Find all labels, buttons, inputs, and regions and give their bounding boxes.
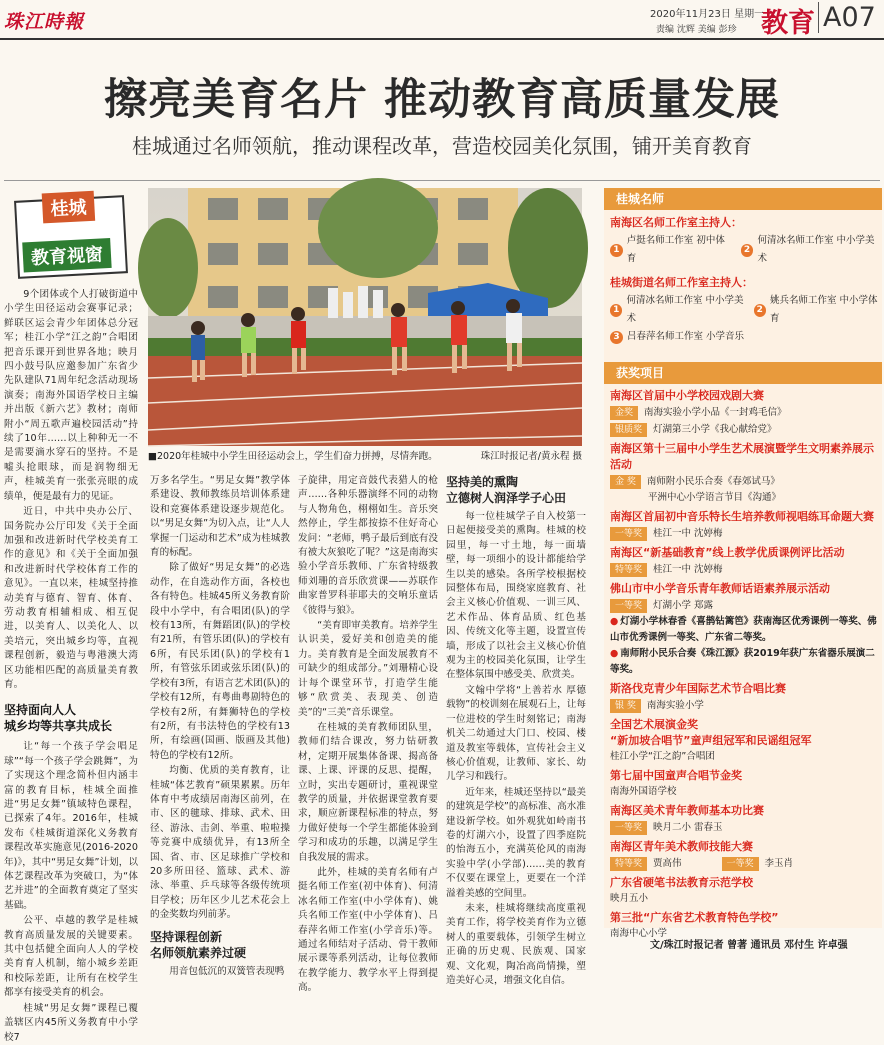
- award-row: [604, 697, 882, 714]
- award-line: 映月五小: [610, 893, 649, 904]
- page-number: A07: [818, 2, 876, 33]
- teacher-studio-text: 何清冰名师工作室 中小学美术: [757, 235, 875, 264]
- section-name: 教育: [761, 8, 815, 39]
- paragraph: 让“每一个孩子学会唱足球”“每一个孩子学会跳舞”，为了实现这个理念简朴但内涵丰富的教育目标，桂城全面推进“男足女舞”镇域特色课程，已探索了4年。2016年，桂城发布《桂城街道深化义务教育课程改革实施意见(2016-2020年)》，其中“男足女舞”计划，以体艺课程改革为突破口，为“体艺并进”的全面教育奠定了坚实基础。: [4, 741, 138, 911]
- award-text: 灯湖小学 郑露: [653, 600, 714, 611]
- award-row: [604, 525, 882, 542]
- paragraph: 未来，桂城将继续高度重视美育工作，将学校美育作为立德树人的重要载体，引领学生树立正确的历史观、民族观、国家观、文化观，陶冶高尚情操，塑造美好心灵，增强文化自信。: [446, 902, 586, 986]
- paragraph: 近日，中共中央办公厅、国务院办公厅印发《关于全面加强和改进新时代学校美育工作的意见》和《关于全面加强和改进新时代学校体育工作的意见》。一直以来，桂城坚持推动美育与德育、智育、体育、劳动教育相辅相成、相互促进，以美育人、以美化人、以美培元，突出城乡均等，直视课程创新，毅造与粤港澳大湾区功能相匹配的高质量美育教育。: [4, 506, 138, 690]
- number-badge: 2: [754, 304, 766, 317]
- section-title-line: 坚持美的熏陶: [446, 475, 519, 489]
- section-title-line: 坚持面向人人: [4, 703, 77, 718]
- award-tag: 一等奖: [722, 857, 759, 871]
- award-text: 李玉肖: [764, 858, 794, 869]
- editors-line: 责编 沈辉 美编 彭珍: [656, 25, 737, 35]
- award-text: 桂江一中 沈婷梅: [653, 528, 723, 539]
- award-note: [604, 646, 882, 678]
- number-badge: 2: [741, 244, 754, 257]
- section-title-line: 名师领航素养过硬: [150, 945, 247, 960]
- paragraph: 文翰中学将“上善若水 厚德载物”的校训刻在展观石上，让每一位进校的学生时刻铭记；南海机关二幼通过大门口、校园、楼道及教室等载体，宣传社会主义核心价值观，让教师、家长、幼儿学习和践行。: [446, 684, 586, 783]
- article-body: [150, 965, 290, 979]
- award-title: 第三批“广东省艺术教育特色学校”: [610, 911, 779, 924]
- middle-column-3: [446, 474, 586, 986]
- paragraph: 万多名学生。“男足女舞”教学体系建设、教师教练员培训体系建设和竞赛体系建设逐步规范化。以“男足女舞”为切入点，让“人人掌握一门运动和艺术”成为桂城教育的标配。: [150, 475, 290, 559]
- panel-subheading: 桂城街道名师工作室主持人：: [610, 276, 753, 289]
- bullet-icon: ●: [610, 648, 619, 659]
- award-text: 贾高伟: [653, 858, 682, 869]
- article-body: [446, 510, 586, 988]
- award-row: [604, 819, 882, 836]
- teacher-studio-row: [604, 292, 882, 328]
- award-note-text: 南师附小民乐合奏《珠江源》获2019年获广东省器乐展演二等奖。: [610, 648, 875, 675]
- masthead: [0, 0, 884, 40]
- subheadline: 桂城通过名师领航，推动课程改革，营造校园美化氛围，铺开美育教育: [132, 134, 752, 158]
- award-row: [604, 421, 882, 438]
- panel-heading: 桂城名师: [604, 188, 882, 210]
- award-tag: 金奖: [610, 406, 638, 420]
- teacher-studio-row: [604, 328, 882, 346]
- award-tag: 银 奖: [610, 699, 641, 713]
- teacher-studio-row: [604, 232, 882, 268]
- bullet-icon: ●: [610, 616, 619, 627]
- paragraph: 公平、卓越的教学是桂城教育高质量发展的关键要素。其中包括健全面向人人的学校美育育人机制，缩小城乡差距和校际差距，让所有在校学生都享有接受美育的机会。: [4, 915, 138, 999]
- section-title: [446, 474, 586, 506]
- number-badge: 1: [610, 244, 623, 257]
- article-body: [150, 474, 290, 923]
- teacher-studio-text: 吕春萍名师工作室 小学音乐: [627, 331, 745, 342]
- badge-bottom-label: 教育视窗: [22, 238, 111, 273]
- award-title: 南海区第十三届中小学生艺术展演暨学生文明素养展示活动: [610, 442, 874, 471]
- award-row: [604, 473, 882, 490]
- award-note-text: 灯湖小学林春香《喜鹊钻篱笆》获南海区优秀课例一等奖、佛山市优秀课例一等奖、广东省二等奖。: [610, 616, 877, 643]
- paragraph: 近年来，桂城还坚持以“最美的建筑是学校”的高标准、高水准建设新学校。如外观犹如岭南书卷的灯湖六小，设置了四季庭院的怡海五小，充满英伦风的南海实验中学(小学部)……美的教育不仅要在课堂上，更要在一个洋溢着美感的空间里。: [446, 786, 586, 899]
- award-tag: 一等奖: [610, 527, 647, 541]
- middle-column-2: [298, 474, 438, 994]
- paragraph: 桂城“男足女舞”课程已覆盖辖区内45所义务教育中小学校7: [4, 1002, 138, 1043]
- award-title: “新加坡合唱节”童声组冠军和民谣组冠军: [610, 734, 812, 747]
- newspaper-logo: 珠江時報: [4, 11, 85, 33]
- paragraph: 在桂城的美育教师团队里，教师们结合课改，努力钻研教材，定期开展集体备课、揭高备课、上课、评课的反思、提醒，立时，实出专题研讨，重视课堂教学的质量，并依据课堂教育要求，顺应新课程标准的特点，努力做好使每一个学生都能体验到学习和成功的乐趣，以满足学生自我发展的需求。: [298, 721, 438, 863]
- teacher-studio-text: 何清冰名师工作室 中小学美术: [626, 295, 744, 324]
- caption-text: ■2020年桂城中小学生田径运动会上，学生们奋力拼搏，尽情奔跑。: [148, 451, 438, 462]
- award-note: [604, 614, 882, 646]
- article-body: [298, 474, 438, 996]
- number-badge: 1: [610, 304, 622, 317]
- panel-subheading: 南海区名师工作室主持人：: [610, 216, 742, 229]
- award-tag: 金 奖: [610, 475, 641, 489]
- award-tag: 特等奖: [610, 563, 647, 577]
- paragraph: “美育即审美教育。培养学生认识美，爱好美和创造美的能力。美育教育是全面发展教育不可缺少的组成部分。”刘珊精心设计每个课堂环节，打造学生能够“欣赏美、表现美、创造美”的“三美”音乐课堂。: [298, 620, 438, 718]
- divider: [4, 180, 880, 181]
- panel-heading: 获奖项目: [604, 362, 882, 384]
- photo-credit: 珠江时报记者/黄永程 摄: [480, 451, 582, 462]
- award-row: [604, 597, 882, 614]
- paragraph: 此外，桂城的美育名师有卢挺名师工作室(初中体育)、何清冰名师工作室(中小学体育)、姚兵名师工作室(中小学体育)、吕春萍名师工作室(小学音乐)等。通过名师结对子活动、骨干教师展示课等系列活动，让每位教师在教学能力、教学水平上得到提高。: [298, 866, 438, 994]
- award-text: 映月二小 雷春玉: [653, 822, 723, 833]
- sidebar-panel: [604, 188, 882, 939]
- award-line: 平洲中心小学语言节目《沟通》: [648, 492, 782, 503]
- award-tag: 一等奖: [610, 821, 647, 835]
- race-photo: [148, 188, 582, 446]
- award-text: 南师附小民乐合奏《春郊试马》: [646, 476, 780, 487]
- issue-date: 2020年11月23日 星期一: [650, 9, 765, 20]
- award-title: 广东省硬笔书法教育示范学校: [610, 876, 753, 889]
- article-body: [4, 740, 138, 1045]
- award-title: 全国艺术展演金奖: [610, 718, 698, 731]
- paragraph: 每一位桂城学子自入校第一日起便接受美的熏陶。桂城的校园里，每一寸土地，每一面墙壁，每一项细小的设计都能给学生以美的感染。各所学校根据校园整体布局，围绕家庭教育、社会主义核心价值观、一训三风、艺术作品、体育品质、红色基因、传统文化等主题，设置宣传墙，形成了以社会主义核心价值观为主的校园美化氛围，让学生在整体氛围中感受美、欣赏美。: [446, 511, 586, 681]
- award-title: 南海区“新基础教育”线上教学优质课例评比活动: [610, 546, 845, 559]
- badge-top-label: 桂城: [42, 191, 95, 224]
- number-badge: 3: [610, 331, 623, 344]
- award-text: 南海实验小学: [646, 700, 704, 711]
- award-title: 南海区首届初中音乐特长生培养教师视唱练耳命题大赛: [610, 510, 874, 523]
- author-credit: 文/珠江时报记者 曾著 通讯员 邓付生 许卓强: [650, 940, 848, 951]
- running-track-photo: [148, 188, 582, 446]
- paragraph: 用音包低沉的双簧管表现鸭: [169, 965, 285, 977]
- left-column: [4, 188, 138, 1043]
- award-text: 南海实验小学小品《一封鸡毛信》: [644, 407, 787, 418]
- section-title-line: 坚持课程创新: [150, 929, 223, 944]
- teacher-studio-text: 卢挺名师工作室 初中体育: [626, 235, 725, 264]
- photo-caption: [148, 448, 582, 466]
- award-title: 南海区首届中小学校园戏剧大赛: [610, 389, 764, 402]
- article-lead: [4, 288, 138, 692]
- award-title: 佛山市中小学音乐青年教师话语素养展示活动: [610, 582, 830, 595]
- award-tag: 一等奖: [610, 599, 647, 613]
- column-badge: [14, 195, 128, 279]
- section-title-line: 城乡均等共享共成长: [4, 719, 113, 734]
- section-title: [4, 702, 138, 734]
- award-tag: 银质奖: [610, 423, 647, 437]
- paragraph: 均衡、优质的美育教育，让桂城“体艺教育”硕果累累。历年体育中考成绩居南海区前列，在市、区的毽球、排球、武术、田径、游泳、击剑、举重、啦啦操等竞赛中成绩优异，有13所全国、省、市、区足球推广学校和20多所田径、篮球、武术、游泳、举重、乒乓球等各级传统项目学校；历年区少儿艺术花会上的金奖数均列前茅。: [150, 765, 290, 921]
- award-title: 南海区美术青年教师基本功比赛: [610, 804, 764, 817]
- award-tag: 特等奖: [610, 857, 647, 871]
- award-title: 第七届中国童声合唱节金奖: [610, 769, 742, 782]
- award-row: [604, 561, 882, 578]
- headline: 擦亮美育名片 推动教育高质量发展: [104, 75, 780, 125]
- section-title: [150, 929, 290, 961]
- paragraph: 9个团体或个人打破街道中小学生田径运动会赛事记录；鲜联区运会青少年团体总分冠军；桂江小学“江之韵”合唱团把音乐课开到世界各地；映月四小鼓号队应邀参加广东省少先队建队71周年纪念活动现场演奏；南海外国语学校日主编并出版《新六艺》教材；南师附小“周五歌声遍校园活动”持续了10年……以上种种无一不是需要滴水穿石的坚持。不是嘘头抢眼球，而是润物细无声，桂城美育一张张亮眼的成绩单，便是最有力的见证。: [4, 289, 138, 502]
- award-title: 南海区青年美术教师技能大赛: [610, 840, 753, 853]
- paragraph: 除了做好“男足女舞”的必选动作，在自选动作方面，各校也各有特色。桂城45所义务教育阶段中小学中，有合唱团(队)的学校有13所，有舞蹈团(队)的学校有21所，有管乐团(队)的学校有6所，有民乐团(队)的学校有1所，有管弦乐团或弦乐团(队)的学校有3所，有语言艺术团(队)的学校有12所，有粤曲粤剧特色的学校有2所，有舞狮特色的学校有2所，有书法特色的学校有13所，有绘画(国画、版画及其他)特色的学校有12所。: [150, 562, 290, 761]
- award-row: [604, 404, 882, 421]
- middle-column-1: [150, 474, 290, 977]
- section-title-line: 立德树人润泽学子心田: [446, 491, 567, 505]
- award-text: 灯湖第三小学《我心献给党》: [653, 424, 777, 435]
- award-line: 南海中心小学: [610, 928, 668, 939]
- award-line: 南海外国语学校: [610, 786, 677, 797]
- award-text: 桂江一中 沈婷梅: [653, 564, 723, 575]
- paragraph: 子旋律，用定音鼓代表猎人的枪声……各种乐器演绎不同的动物与人物角色，栩栩如生。音乐突然停止，学生都按捺不住好奇心发问：“老师，鸭子最后到底有没有被大灰狼吃了呢？”这是南海实验小学音乐教师、广东省特级教师刘珊的音乐欣赏课——苏联作曲家普罗科菲耶夫的交响乐童话《彼得与狼》。: [298, 475, 438, 616]
- award-title: 斯洛伐克青少年国际艺术节合唱比赛: [610, 682, 786, 695]
- award-row: [604, 855, 882, 872]
- award-line: 桂江小学“江之韵”合唱团: [610, 751, 715, 762]
- teacher-studio-text: 姚兵名师工作室 中小学体育: [769, 295, 878, 324]
